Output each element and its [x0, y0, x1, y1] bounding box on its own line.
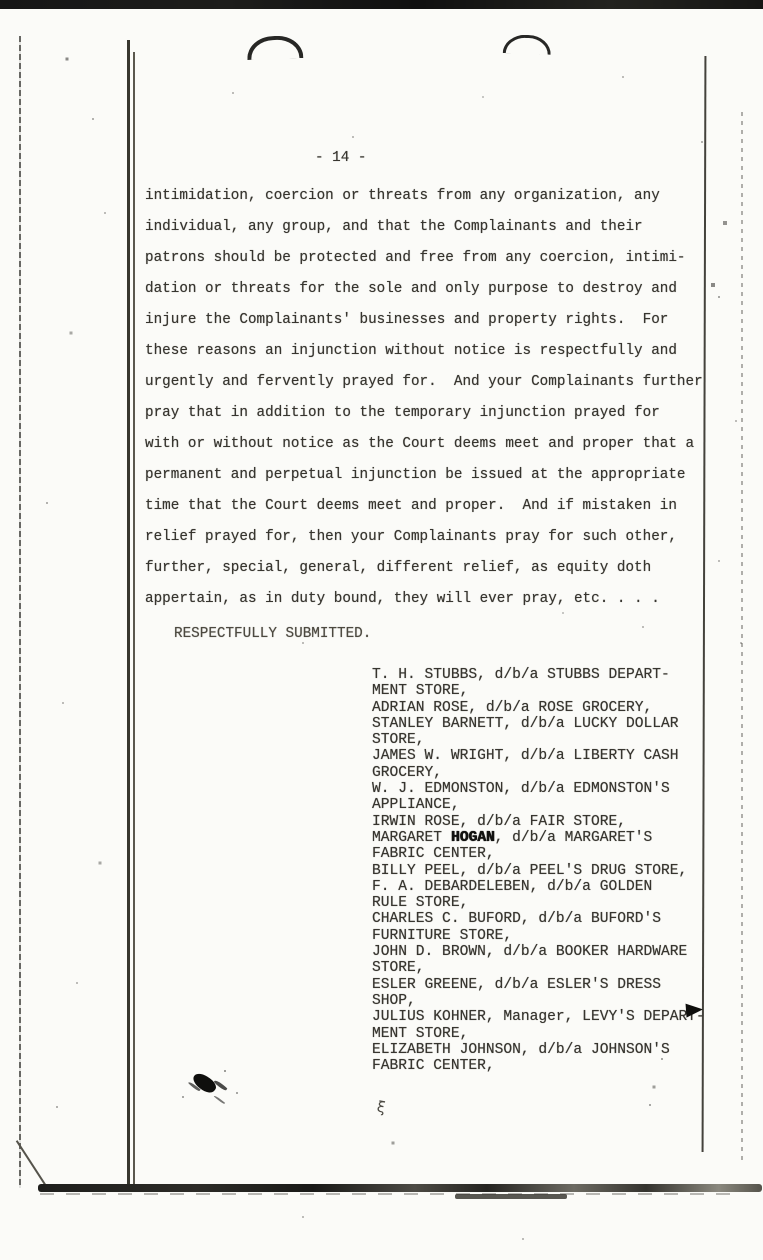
signatory-line	[372, 683, 705, 699]
signatory-line	[372, 667, 705, 683]
signatory-text: FABRIC CENTER,	[372, 1058, 495, 1075]
body-line: relief prayed for, then your Complainants pray for such other,	[145, 529, 677, 545]
bottom-ink-smear	[455, 1194, 567, 1199]
signatory-text: IRWIN ROSE, d/b/a FAIR STORE,	[372, 813, 626, 830]
punch-arc-left-icon	[247, 35, 304, 60]
signatory-line	[372, 732, 705, 748]
signatory-text: STORE,	[372, 732, 425, 749]
signatory-text: BILLY PEEL, d/b/a PEEL'S DRUG STORE,	[372, 862, 688, 879]
signatory-line	[372, 781, 705, 797]
signatory-text: RULE STORE,	[372, 895, 469, 912]
body-line: pray that in addition to the temporary injunction prayed for	[145, 405, 660, 421]
signatory-text: FURNITURE STORE,	[372, 927, 513, 944]
signatory-line	[372, 814, 705, 830]
signatory-text: MENT STORE,	[372, 1025, 469, 1042]
signatory-text: , d/b/a MARGARET'S	[494, 829, 653, 846]
body-paragraph	[145, 181, 703, 615]
signatory-line	[372, 977, 705, 993]
signatory-line	[372, 863, 705, 879]
signatory-line	[372, 879, 705, 895]
signatory-text: CHARLES C. BUFORD, d/b/a BUFORD'S	[372, 911, 662, 928]
signatory-text: FABRIC CENTER,	[372, 846, 495, 863]
body-line: intimidation, coercion or threats from any organization, any	[145, 188, 660, 204]
signatory-line	[372, 911, 705, 927]
punch-arc-right-icon	[503, 34, 552, 55]
signatory-line	[372, 895, 705, 911]
signatory-text: JOHN D. BROWN, d/b/a BOOKER HARDWARE	[372, 944, 688, 961]
signatory-line	[372, 1026, 705, 1042]
body-line: urgently and fervently prayed for. And your Complainants further	[145, 374, 703, 390]
body-line: with or without notice as the Court deems meet and proper that a	[145, 436, 695, 452]
signatory-text: MENT STORE,	[372, 683, 469, 700]
signatory-text: F. A. DEBARDELEBEN, d/b/a GOLDEN	[372, 878, 653, 895]
left-margin-rule-outer	[127, 40, 130, 1186]
bottom-scan-edge	[38, 1184, 762, 1192]
signatory-line	[372, 830, 705, 846]
signatory-text: JAMES W. WRIGHT, d/b/a LIBERTY CASH	[372, 748, 679, 765]
ink-blob	[190, 1070, 218, 1096]
signatory-text: MARGARET	[372, 829, 451, 846]
signatory-text: JULIUS KOHNER, Manager, LEVY'S DEPART-	[372, 1009, 705, 1026]
signatory-text: ADRIAN ROSE, d/b/a ROSE GROCERY,	[372, 699, 653, 716]
signatory-line	[372, 1058, 705, 1074]
signatory-line	[372, 765, 705, 781]
body-line: individual, any group, and that the Complainants and their	[145, 219, 643, 235]
signatory-text: ESLER GREENE, d/b/a ESLER'S DRESS	[372, 976, 662, 993]
body-line: dation or threats for the sole and only purpose to destroy and	[145, 281, 677, 297]
signatory-line	[372, 748, 705, 764]
signatory-line	[372, 928, 705, 944]
scan-top-edge	[0, 0, 763, 9]
signatory-text: SHOP,	[372, 992, 416, 1009]
overstruck-name: HOGAN	[450, 829, 495, 846]
signatory-line	[372, 700, 705, 716]
signatory-text: W. J. EDMONSTON, d/b/a EDMONSTON'S	[372, 781, 670, 798]
ink-arrow-marker	[686, 1002, 704, 1017]
signatory-line	[372, 993, 705, 1009]
page-number: - 14 -	[315, 150, 367, 166]
left-margin-rule-thin	[19, 36, 21, 1188]
signatory-line	[372, 960, 705, 976]
body-line: permanent and perpetual injunction be issued at the appropriate	[145, 467, 686, 483]
body-line: patrons should be protected and free from any coercion, intimi-	[145, 250, 686, 266]
signatory-text: ELIZABETH JOHNSON, d/b/a JOHNSON'S	[372, 1041, 670, 1058]
ink-squiggle: ξ	[375, 1097, 387, 1117]
bottom-scan-edge-faint	[40, 1193, 740, 1195]
signatory-text: STORE,	[372, 960, 425, 977]
body-line: time that the Court deems meet and proper. And if mistaken in	[145, 498, 677, 514]
body-line: these reasons an injunction without notice is respectfully and	[145, 343, 677, 359]
signatory-text: STANLEY BARNETT, d/b/a LUCKY DOLLAR	[372, 715, 679, 732]
signatory-text: APPLIANCE,	[372, 797, 460, 814]
body-line: further, special, general, different relief, as equity doth	[145, 560, 652, 576]
signatory-line	[372, 846, 705, 862]
right-edge-rule-faint	[741, 112, 743, 1164]
respectfully-submitted-line: RESPECTFULLY SUBMITTED.	[174, 626, 372, 642]
signatory-line	[372, 1042, 705, 1058]
signatory-line	[372, 944, 705, 960]
signatory-line	[372, 716, 705, 732]
signatory-line	[372, 797, 705, 813]
signatory-text: GROCERY,	[372, 764, 443, 781]
paper-speckles	[0, 0, 2, 2]
signatory-line	[372, 1009, 705, 1025]
signatory-text: T. H. STUBBS, d/b/a STUBBS DEPART-	[372, 667, 670, 683]
body-line: appertain, as in duty bound, they will ever pray, etc. . . .	[145, 591, 660, 607]
body-line: injure the Complainants' businesses and property rights. For	[145, 312, 669, 328]
left-margin-rule-inner	[133, 52, 135, 1186]
signatory-block	[372, 667, 705, 1074]
